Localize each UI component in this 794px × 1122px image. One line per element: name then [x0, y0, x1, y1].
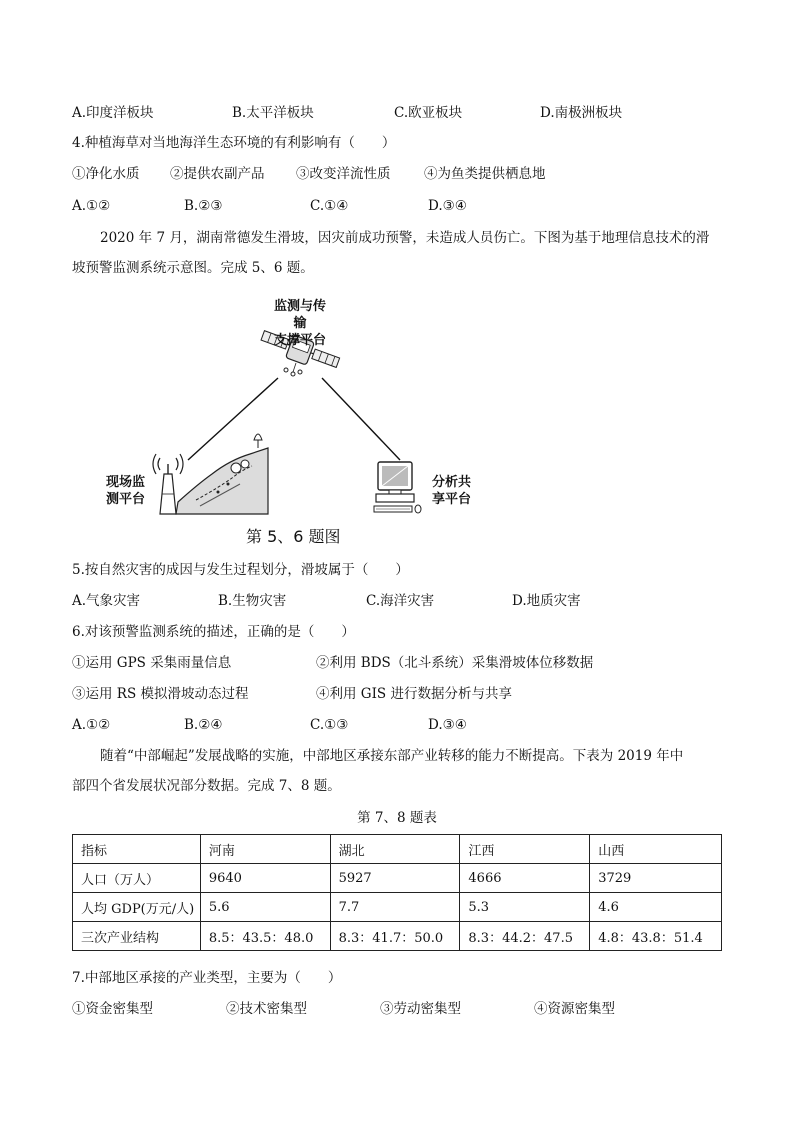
site-label: [106, 474, 145, 508]
satellite-label: [268, 298, 332, 349]
q7-item-4: ④资源密集型: [534, 1001, 615, 1017]
q6-option-a: A.①②: [72, 717, 111, 733]
q3-option-a: A.印度洋板块: [72, 105, 154, 121]
q5-option-c: C.海洋灾害: [366, 593, 435, 609]
table-cell: 8.3：41.7：50.0: [330, 922, 460, 951]
analysis-label-line1: 分析共: [432, 475, 472, 490]
table-cell: 人均 GDP(万元/人): [73, 893, 201, 922]
table-cell: 5.6: [200, 893, 330, 922]
q3-option-c: C.欧亚板块: [394, 105, 463, 121]
table-cell: 9640: [200, 864, 330, 893]
link-line-right: [322, 378, 400, 460]
analysis-label-line2: 享平台: [432, 492, 472, 507]
q7-item-3: ③劳动密集型: [380, 1001, 461, 1017]
table-row: [73, 864, 722, 893]
q6-item-3: ③运用 RS 模拟滑坡动态过程: [72, 686, 249, 702]
table-header-cell: 江西: [460, 835, 590, 864]
table-header-cell: 湖北: [330, 835, 460, 864]
q4-option-d: D.③④: [428, 198, 467, 214]
q5-option-a: A.气象灾害: [72, 593, 141, 609]
q6-stem: 6.对该预警监测系统的描述，正确的是（ ）: [72, 624, 355, 640]
q4-item-1: ①净化水质: [72, 166, 140, 182]
table-row: [73, 893, 722, 922]
landslide-monitoring-diagram: [100, 288, 500, 550]
diagram-caption: 第 5、6 题图: [246, 527, 341, 546]
q3-option-d: D.南极洲板块: [540, 105, 623, 121]
table-cell: 3729: [590, 864, 722, 893]
table-header-cell: 河南: [200, 835, 330, 864]
q4-option-c: C.①④: [310, 198, 349, 214]
q5-option-d: D.地质灾害: [512, 593, 581, 609]
q7-item-2: ②技术密集型: [226, 1001, 307, 1017]
q6-item-4: ④利用 GIS 进行数据分析与共享: [316, 686, 512, 702]
table-cell: 4666: [460, 864, 590, 893]
table-cell: 4.6: [590, 893, 722, 922]
province-data-table: [72, 834, 722, 951]
satellite-label-line2: 支撑平台: [273, 333, 326, 348]
q7-stem: 7.中部地区承接的产业类型，主要为（ ）: [72, 970, 342, 986]
table-cell: 三次产业结构: [73, 922, 201, 951]
computer-icon: [374, 462, 421, 513]
analysis-label: [432, 474, 471, 508]
q5-option-b: B.生物灾害: [218, 593, 287, 609]
site-label-line1: 现场监: [106, 475, 146, 490]
q6-item-2: ②利用 BDS（北斗系统）采集滑坡体位移数据: [316, 655, 594, 671]
link-line-left: [188, 378, 278, 460]
table-cell: 5.3: [460, 893, 590, 922]
q4-option-a: A.①②: [72, 198, 111, 214]
table-cell: 8.5：43.5：48.0: [200, 922, 330, 951]
passage1-line2: 坡预警监测系统示意图。完成 5、6 题。: [72, 260, 314, 276]
q4-item-3: ③改变洋流性质: [296, 166, 391, 182]
passage1-line1: 2020 年 7 月，湖南常德发生滑坡，因灾前成功预警，未造成人员伤亡。下图为基于地理信息技术的滑: [100, 230, 710, 246]
table-cell: 7.7: [330, 893, 460, 922]
passage2-line1: 随着“中部崛起”发展战略的实施，中部地区承接东部产业转移的能力不断提高。下表为 2019 年中: [100, 748, 684, 764]
q4-option-b: B.②③: [184, 198, 223, 214]
q7-item-1: ①资金密集型: [72, 1001, 153, 1017]
passage2-line2: 部四个省发展状况部分数据。完成 7、8 题。: [72, 778, 341, 794]
q3-option-b: B.太平洋板块: [232, 105, 314, 121]
table-cell: 5927: [330, 864, 460, 893]
table-cell: 4.8：43.8：51.4: [590, 922, 722, 951]
table-row: [73, 922, 722, 951]
q4-item-4: ④为鱼类提供栖息地: [424, 166, 546, 182]
q4-stem: 4.种植海草对当地海洋生态环境的有利影响有（ ）: [72, 135, 396, 151]
q6-item-1: ①运用 GPS 采集雨量信息: [72, 655, 232, 671]
table-header-row: [73, 835, 722, 864]
q5-stem: 5.按自然灾害的成因与发生过程划分，滑坡属于（ ）: [72, 562, 409, 578]
table-header-cell: 指标: [73, 835, 201, 864]
q6-option-d: D.③④: [428, 717, 467, 733]
q6-option-b: B.②④: [184, 717, 223, 733]
q4-item-2: ②提供农副产品: [170, 166, 265, 182]
satellite-label-line1: 监测与传输: [273, 299, 326, 331]
q6-option-c: C.①③: [310, 717, 349, 733]
landslide-slope-icon: [176, 434, 268, 514]
table-header-cell: 山西: [590, 835, 722, 864]
site-label-line2: 测平台: [106, 492, 146, 507]
table-title: 第 7、8 题表: [357, 810, 437, 826]
table-cell: 8.3：44.2：47.5: [460, 922, 590, 951]
table-cell: 人口（万人）: [73, 864, 201, 893]
